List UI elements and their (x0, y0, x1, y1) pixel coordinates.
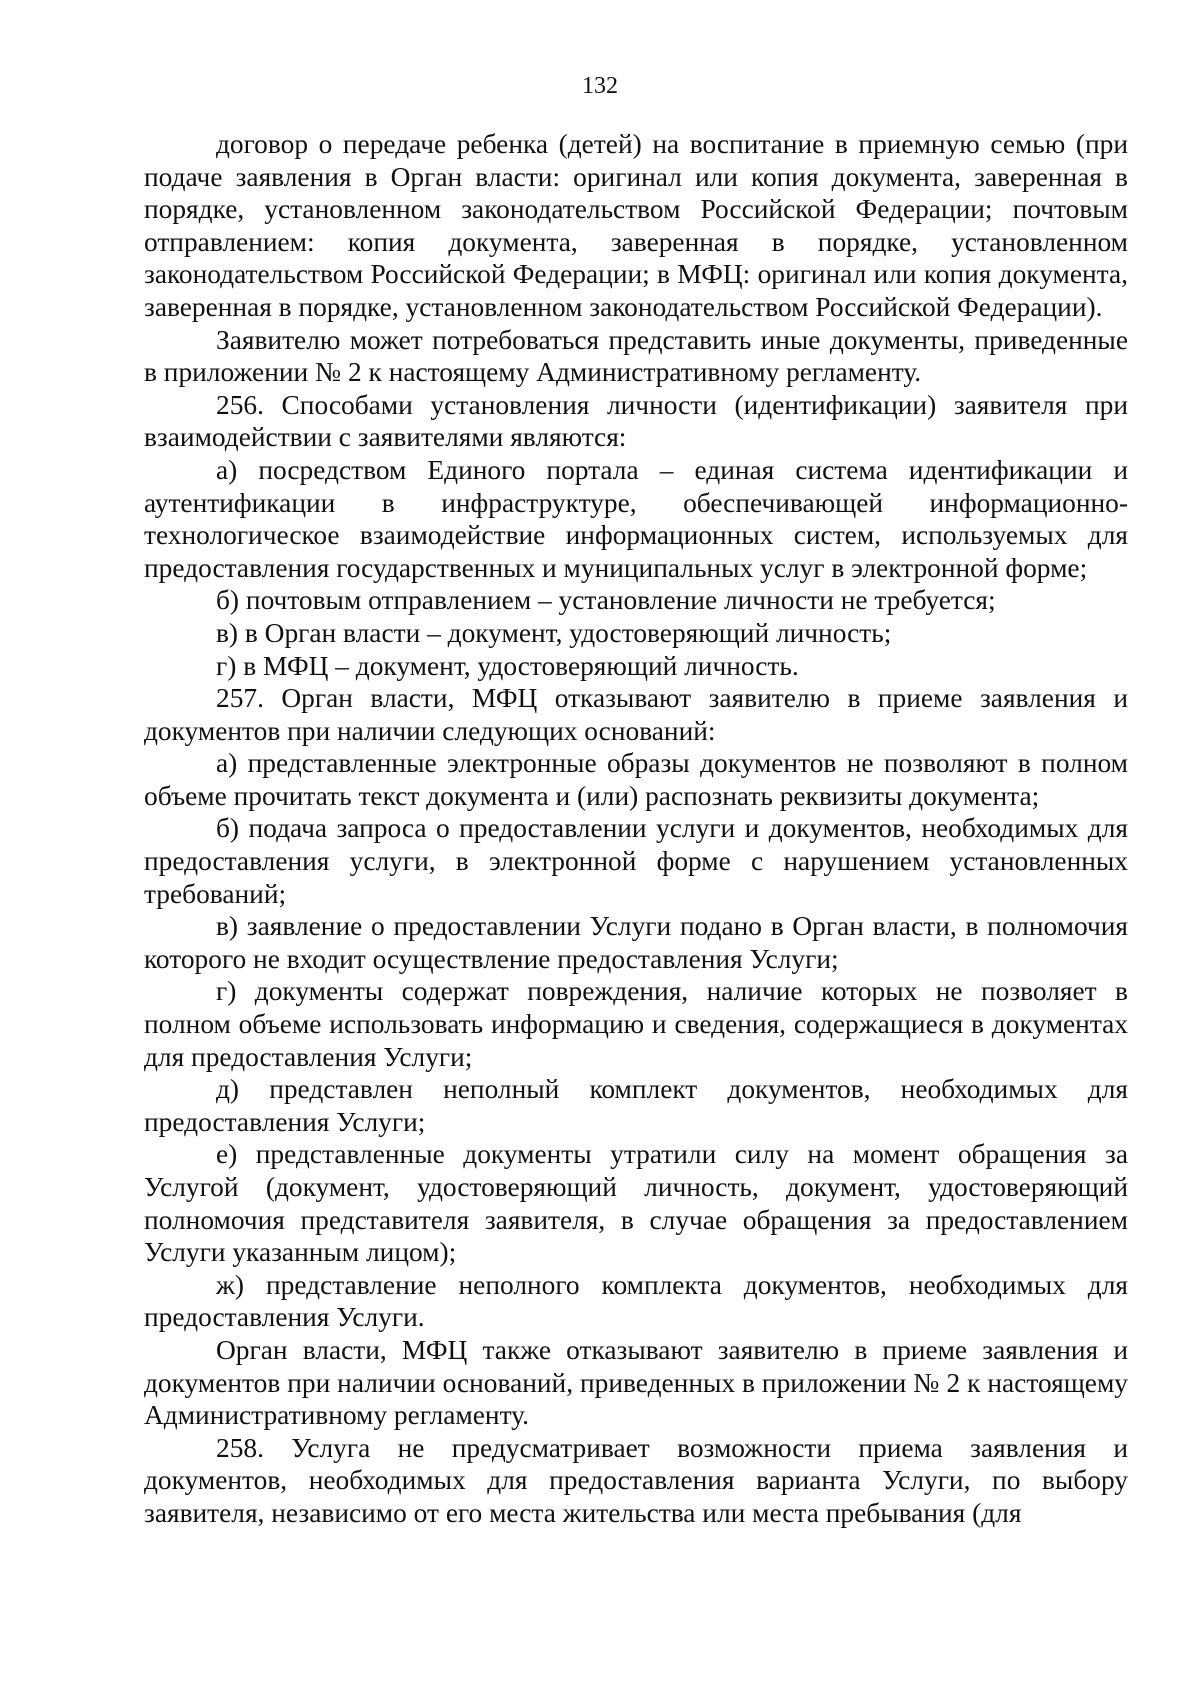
paragraph-257-additional-grounds: Орган власти, МФЦ также отказывают заявителю в приеме заявления и документов при наличии оснований, приведенных в приложении № 2 к настоящему Административному регламенту. (144, 1334, 1128, 1431)
paragraph-257-d: г) документы содержат повреждения, наличие которых не позволяет в полном объеме использовать информацию и сведения, содержащиеся в документах для предоставления Услуги; (144, 976, 1128, 1072)
paragraph-256-c-authority: в) в Орган власти – документ, удостоверяющий личность; (216, 617, 892, 648)
paragraph-256-a-unified-portal: а) посредством Единого портала – единая система идентификации и аутентификации в инфраструктуре, обеспечивающей информационно-технологическое взаимодействие информационных систем, используемых для предоставления государственных и муниципальных услуг в электронной форме; (144, 454, 1128, 583)
paragraph-other-documents: Заявителю может потребоваться представить иные документы, приведенные в приложении № 2 к настоящему Административному регламенту. (144, 324, 1128, 388)
paragraph-257-c: в) заявление о предоставлении Услуги подано в Орган власти, в полномочия которого не входит осуществление предоставления Услуги; (144, 911, 1128, 974)
paragraph-258: 258. Услуга не предусматривает возможности приема заявления и документов, необходимых для предоставления варианта Услуги, по выбору заявителя, независимо от его места жительства или места пребывания (для (144, 1432, 1128, 1528)
page-number: 132 (582, 73, 618, 99)
paragraph-257-b: б) подача запроса о предоставлении услуги и документов, необходимых для предоставления услуги, в электронной форме с нарушением установленных требований; (144, 813, 1128, 909)
paragraph-257-g: ж) представление неполного комплекта документов, необходимых для предоставления Услуги. (144, 1269, 1128, 1333)
paragraph-256-d-mfc: г) в МФЦ – документ, удостоверяющий личность. (216, 650, 799, 681)
paragraph-257-f: е) представленные документы утратили силу на момент обращения за Услугой (документ, удостоверяющий личность, документ, удостоверяющий полномочия представителя заявителя, в случае обращения за предоставлением Услуги указанным лицом); (144, 1139, 1128, 1268)
paragraph-256-b-postal: б) почтовым отправлением – установление личности не требуется; (216, 585, 996, 616)
paragraph-foster-family-agreement: договор о передаче ребенка (детей) на воспитание в приемную семью (при подаче заявления в Орган власти: оригинал или копия документа, заверенная в порядке, установленном законодательством Российской Федерации; почтовым отправлением: копия документа, заверенная в порядке, установленном законодательством Российской Федерации; в МФЦ: оригинал или копия документа, заверенная в порядке, установленном законодательством Российской Федерации). (144, 129, 1128, 322)
paragraph-257-refusal-grounds: 257. Орган власти, МФЦ отказывают заявителю в приеме заявления и документов при наличии следующих оснований: (144, 683, 1128, 746)
paragraph-256-identification-methods: 256. Способами установления личности (идентификации) заявителя при взаимодействии с заявителями являются: (144, 389, 1128, 453)
paragraph-257-e: д) представлен неполный комплект документов, необходимых для предоставления Услуги; (144, 1074, 1128, 1137)
document-body (144, 128, 1128, 1530)
paragraph-257-a: а) представленные электронные образы документов не позволяют в полном объеме прочитать текст документа и (или) распознать реквизиты документа; (144, 748, 1128, 811)
